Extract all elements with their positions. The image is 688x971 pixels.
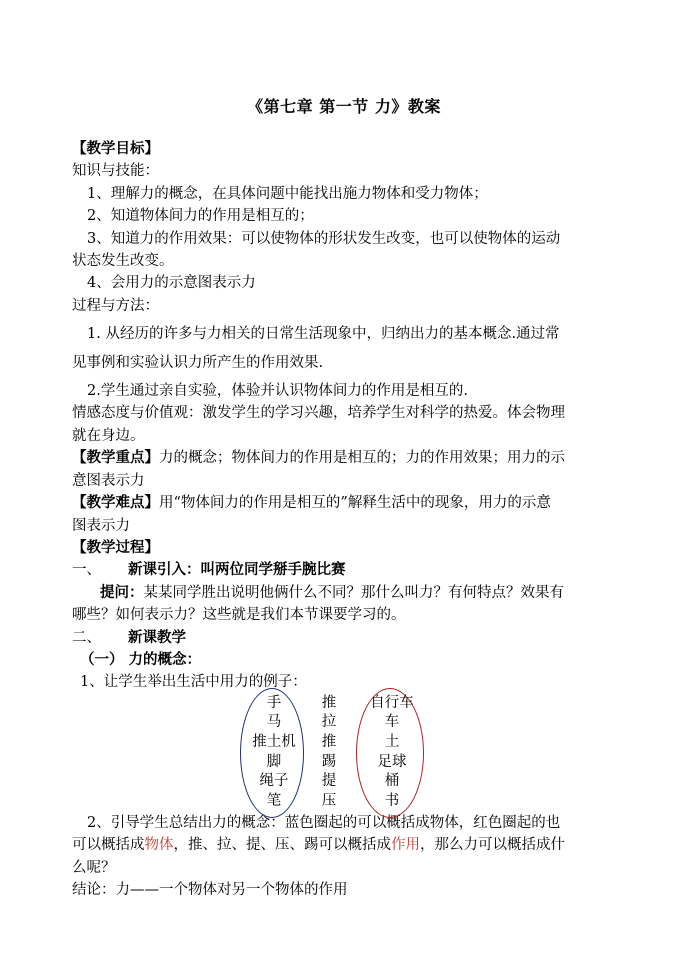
action-item: 踢 — [321, 753, 337, 770]
process-item-1-continued: 见事例和实验认识力所产生的作用效果. — [72, 354, 324, 371]
objectives-heading: 【教学目标】 — [72, 140, 159, 157]
knowledge-item-2: 2、知道物体间力的作用是相互的； — [87, 208, 314, 225]
example-item-1: 1、让学生举出生活中用力的例子： — [80, 674, 307, 691]
question-text: 某某同学胜出说明他俩什么不同？那什么叫力？有何特点？效果有 — [143, 584, 564, 601]
item-2-text-a: 可以概括成 — [72, 837, 145, 854]
left-item: 手 — [266, 694, 282, 711]
knowledge-item-4: 4、会用力的示意图表示力 — [87, 275, 256, 292]
page-title: 《第七章 第一节 力》教案 — [247, 97, 441, 116]
section-2-number: 二、 — [72, 629, 101, 646]
knowledge-item-3: 3、知道力的作用效果：可以使物体的形状发生改变，也可以使物体的运动 — [87, 230, 561, 247]
question-label: 提问： — [100, 583, 144, 601]
difficulties-text: 用“物体间力的作用是相互的”解释生活中的现象，用力的示意 — [159, 495, 551, 512]
key-points-continued: 意图表示力 — [72, 472, 145, 489]
section-2-title — [72, 627, 620, 649]
middle-column — [314, 694, 344, 812]
right-item: 土 — [384, 733, 400, 750]
action-item: 推 — [321, 733, 337, 750]
document-body — [72, 138, 620, 901]
example-item-2: 2、引导学生总结出力的概念：蓝色圈起的可以概括成物体，红色圈起的也 — [87, 814, 561, 831]
key-points-heading: 【教学重点】 — [72, 449, 159, 467]
right-column — [362, 694, 422, 812]
action-item: 拉 — [321, 714, 337, 731]
force-examples-diagram — [72, 694, 620, 812]
right-item: 足球 — [377, 753, 407, 770]
question-continued: 哪些？如何表示力？这些就是我们本节课要学习的。 — [72, 607, 406, 624]
emotion-line-2: 就在身边。 — [72, 427, 145, 444]
right-item: 桶 — [384, 773, 400, 790]
process-item-2: 2.学生通过亲自实验，体验并认识物体间力的作用是相互的. — [87, 383, 468, 400]
left-item: 绳子 — [259, 773, 289, 790]
action-item: 提 — [321, 773, 337, 790]
section-1-title — [72, 559, 620, 581]
example-item-2-end: 么呢？ — [72, 859, 116, 876]
object-highlight: 物体 — [144, 837, 174, 854]
process-method-label: 过程与方法： — [72, 297, 159, 314]
knowledge-item-3-continued: 状态发生改变。 — [72, 253, 174, 270]
knowledge-label: 知识与技能： — [72, 163, 159, 180]
example-item-2-continued — [72, 834, 620, 856]
conclusion: 结论：力——一个物体对另一个物体的作用 — [72, 881, 348, 898]
question-line — [72, 582, 620, 604]
difficulties-heading: 【教学难点】 — [72, 494, 159, 512]
subsection-1-label: （一） 力的概念： — [80, 650, 202, 668]
difficulties-continued: 图表示力 — [72, 517, 130, 534]
item-2-text-b: ，推、拉、提、压、踢可以概括成 — [173, 837, 391, 854]
key-points — [72, 447, 620, 469]
left-item: 推土机 — [252, 733, 296, 750]
left-item: 马 — [266, 714, 282, 731]
section-1-heading: 新课引入：叫两位同学掰手腕比赛 — [128, 561, 346, 579]
action-item: 压 — [321, 792, 337, 809]
emotion-line-1: 情感态度与价值观：激发学生的学习兴趣，培养学生对科学的热爱。体会物理 — [72, 405, 565, 422]
process-item-1: 1. 从经历的许多与力相关的日常生活现象中，归纳出力的基本概念.通过常 — [87, 326, 560, 343]
left-item: 笔 — [266, 792, 282, 809]
knowledge-item-1: 1、理解力的概念，在具体问题中能找出施力物体和受力物体； — [87, 185, 488, 202]
difficulties — [72, 492, 620, 514]
process-heading: 【教学过程】 — [72, 538, 159, 556]
left-item: 脚 — [266, 753, 282, 770]
action-item: 推 — [321, 694, 337, 711]
action-highlight: 作用 — [391, 837, 420, 854]
key-points-text: 力的概念；物体间力的作用是相互的；力的作用效果；用力的示 — [159, 450, 565, 467]
right-item: 书 — [384, 792, 400, 809]
section-2-heading: 新课教学 — [128, 628, 186, 646]
section-1-number: 一、 — [72, 562, 101, 579]
left-column — [244, 694, 304, 812]
item-2-text-c: ，那么力可以概括成什 — [420, 837, 565, 854]
right-item: 自行车 — [370, 694, 414, 711]
right-item: 车 — [384, 714, 400, 731]
